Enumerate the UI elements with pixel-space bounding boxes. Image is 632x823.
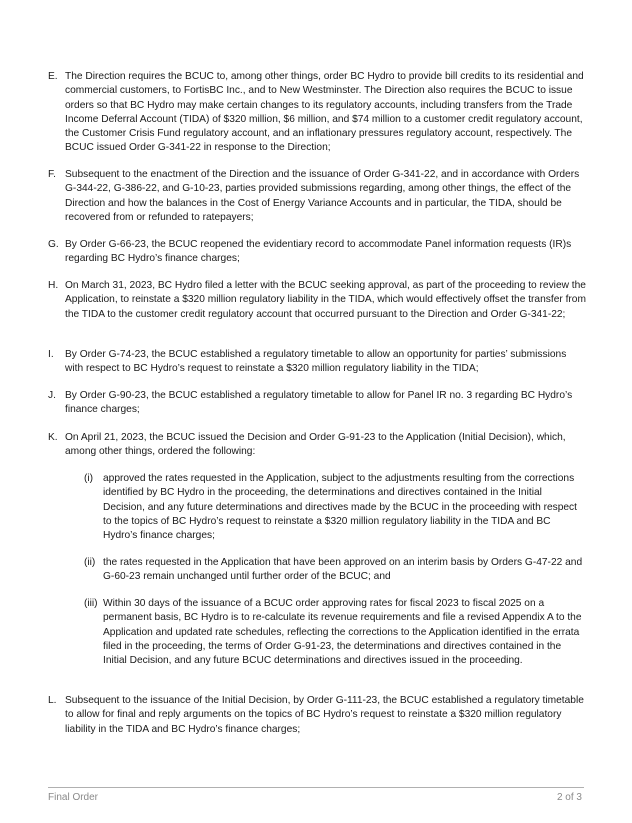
recital-text: By Order G-66-23, the BCUC reopened the evidentiary record to accommodate Panel information requests (IR)s regarding BC Hydro’s finance charges; (65, 239, 572, 265)
footer-page-number: 2 of 3 (556, 792, 582, 803)
recital-letter: J. (48, 390, 56, 401)
recital-letter: F. (48, 169, 56, 180)
recital-letter: E. (48, 71, 58, 82)
footer-document-title: Final Order (48, 792, 99, 803)
recital-letter: I. (48, 349, 54, 360)
recital-letter: K. (48, 432, 58, 443)
subitem-numeral: (ii) (84, 557, 96, 568)
recital-f (48, 168, 586, 225)
subitem-numeral: (iii) (84, 598, 98, 609)
recital-letter: L. (48, 695, 57, 706)
recital-text: On March 31, 2023, BC Hydro filed a letter with the BCUC seeking approval, as part of the proceeding to review the Application, to reinstate a $320 million regulatory liability in the TIDA, which would effectively offset the transfer from the TIDA to the customer credit regulatory account that occurred pursuant to the Direction and Order G-341-22; (65, 280, 586, 320)
recital-text: By Order G-74-23, the BCUC established a regulatory timetable to allow an opportunity for parties’ submissions with respect to BC Hydro’s request to reinstate a $320 million regulatory liability in the TIDA; (65, 349, 567, 375)
recital-letter: G. (48, 239, 59, 250)
recital-l (48, 694, 586, 737)
subitem-iii (84, 597, 584, 668)
subitem-text: approved the rates requested in the Application, subject to the adjustments resulting from the corrections identified by BC Hydro in the proceeding, the determinations and directives contained in the Initial Decision, and any future determinations and directives made by the BCUC in the proceeding with respect to the topics of BC Hydro’s request to reinstate a $320 million regulatory liability in the TIDA and BC Hydro’s finance charges; (103, 473, 577, 542)
footer-divider (48, 787, 584, 788)
subitem-text: Within 30 days of the issuance of a BCUC order approving rates for fiscal 2023 to fiscal 2025 on a permanent basis, BC Hydro is to re-calculate its revenue requirements and file a revised Appendix A to the Application and updated rate schedules, reflecting the corrections to the Application identified in the errata filed in the proceeding, the terms of Order G-91-23, the determinations and directives contained in the Initial Decision, and any future BCUC determinations and directives issued in the proceeding. (103, 598, 582, 667)
recital-letter: H. (48, 280, 59, 291)
recital-text: On April 21, 2023, the BCUC issued the Decision and Order G-91-23 to the Application (Initial Decision), which, among other things, ordered the following: (65, 432, 566, 458)
recital-h (48, 279, 586, 322)
recital-g (48, 238, 586, 267)
recital-k (48, 431, 586, 460)
recital-e (48, 70, 586, 156)
recital-text: The Direction requires the BCUC to, among other things, order BC Hydro to provide bill credits to its residential and commercial customers, to FortisBC Inc., and to New Westminster. The Direction also requires the BCUC to issue orders so that BC Hydro may make certain changes to its regulatory accounts, including transfers from the Trade Income Deferral Account (TIDA) of $320 million, $6 million, and $74 million to a customer credit regulatory account, the Customer Crisis Fund regulatory account, and an inflationary pressures regulatory account, respectively. The BCUC issued Order G-341-22 in response to the Direction; (65, 71, 584, 154)
recital-text: Subsequent to the issuance of the Initial Decision, by Order G-111-23, the BCUC established a regulatory timetable to allow for final and reply arguments on the topics of BC Hydro’s request to reinstate a $320 million regulatory liability in the TIDA and BC Hydro’s finance charges; (65, 695, 584, 735)
subitem-numeral: (i) (84, 473, 94, 484)
subitem-ii (84, 556, 584, 585)
recital-text: Subsequent to the enactment of the Direction and the issuance of Order G-341-22, and in accordance with Orders G-344-22, G-386-22, and G-10-23, parties provided submissions regarding, among other things, the effect of the Direction and how the balances in the Cost of Energy Variance Accounts and in particular, the TIDA, should be recovered from or refunded to ratepayers; (65, 169, 580, 223)
recital-text: By Order G-90-23, the BCUC established a regulatory timetable to allow for Panel IR no. 3 regarding BC Hydro’s finance charges; (65, 390, 573, 416)
recital-i (48, 348, 586, 377)
subitem-i (84, 472, 584, 543)
subitem-text: the rates requested in the Application that have been approved on an interim basis by Orders G-47-22 and G-60-23 remain unchanged until further order of the BCUC; and (103, 557, 583, 583)
recital-j (48, 389, 586, 418)
